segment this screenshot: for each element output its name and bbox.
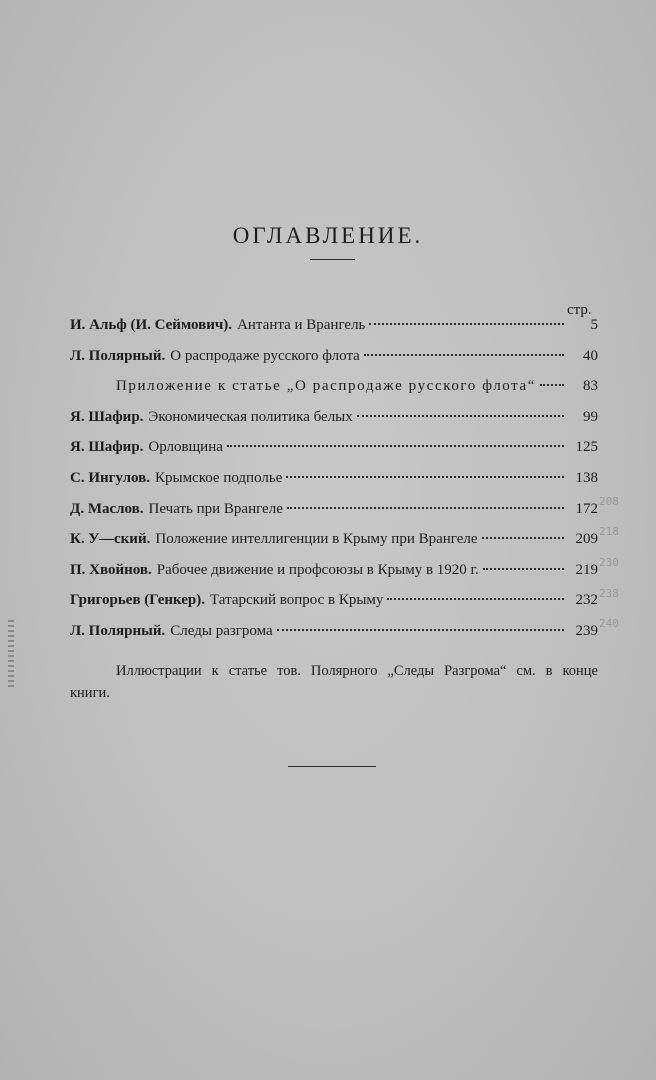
toc-title: Экономическая политика белых [148,408,353,425]
toc-title: Татарский вопрос в Крыму [210,592,384,609]
toc-entry[interactable] [70,562,598,593]
toc-entry[interactable] [70,439,598,470]
toc-author: Л. Полярный. [70,622,166,639]
toc-author: К. У—ский. [70,531,151,548]
toc-page-number: 232 [575,592,598,609]
toc-entry[interactable] [70,378,598,409]
page-column-label: стр. [567,302,592,318]
dot-leader [387,598,564,600]
margin-note: 208 [599,495,619,508]
dot-leader [483,568,564,570]
dot-leader [369,323,564,325]
toc-author: Я. Шафир. [70,408,144,425]
toc-page-number: 239 [575,622,598,639]
toc-author: Л. Полярный. [70,347,166,364]
toc-title: О распродаже русского флота [170,347,360,364]
toc-author: Я. Шафир. [70,439,144,456]
toc-entry[interactable] [70,501,598,532]
dot-leader [287,507,564,509]
toc-title: Рабочее движение и профсоюзы в Крыму в 1920 г. [156,561,479,578]
toc-title: Положение интеллигенции в Крыму при Врангеле [155,531,478,548]
toc-title: Печать при Врангеле [148,500,283,517]
table-of-contents [70,317,598,654]
toc-page-number: 40 [583,347,598,364]
dot-leader [540,384,564,386]
margin-note: 230 [599,556,619,569]
toc-page-number: 83 [583,378,598,395]
toc-entry[interactable] [70,592,598,623]
toc-author: П. Хвойнов. [70,561,152,578]
toc-page-number: 5 [590,317,598,333]
toc-author: Григорьев (Генкер). [70,592,206,609]
toc-entry[interactable] [70,409,598,440]
toc-author: Д. Маслов. [70,500,144,517]
dot-leader [286,476,564,478]
title-rule [310,259,355,260]
toc-entry[interactable] [70,470,598,501]
dot-leader [357,415,564,417]
toc-page-number: 172 [575,500,598,517]
illustrations-note-text: Иллюстрации к статье тов. Полярного „Следы Разгрома“ см. в конце книги. [70,663,598,701]
margin-note: 218 [599,525,619,538]
toc-page-number: 125 [575,439,598,456]
margin-note: 238 [599,587,619,600]
toc-author: И. Альф (И. Сеймович). [70,317,233,333]
margin-note: 240 [599,617,619,630]
toc-author: С. Ингулов. [70,469,150,486]
dot-leader [364,354,564,356]
scan-edge-mark [8,620,14,690]
closing-rule [288,766,376,767]
toc-page-number: 138 [575,469,598,486]
toc-entry[interactable] [70,531,598,562]
toc-page-number: 219 [575,561,598,578]
toc-entry[interactable] [70,348,598,379]
toc-title: Крымское подполье [154,469,283,486]
toc-page-number: 99 [583,408,598,425]
toc-title: Антанта и Врангель [237,317,366,333]
toc-title: Орловщина [148,439,223,456]
dot-leader [227,445,564,447]
dot-leader [482,537,564,539]
dot-leader [277,629,564,631]
toc-entry[interactable] [70,317,598,348]
toc-entry[interactable] [70,623,598,654]
toc-title: Следы разгрома [170,622,273,639]
toc-title: Приложение к статье „О распродаже русского флота“ [116,378,537,395]
illustrations-note [70,660,598,704]
toc-page-number: 209 [575,531,598,548]
page-title: ОГЛАВЛЕНИЕ. [232,223,424,249]
